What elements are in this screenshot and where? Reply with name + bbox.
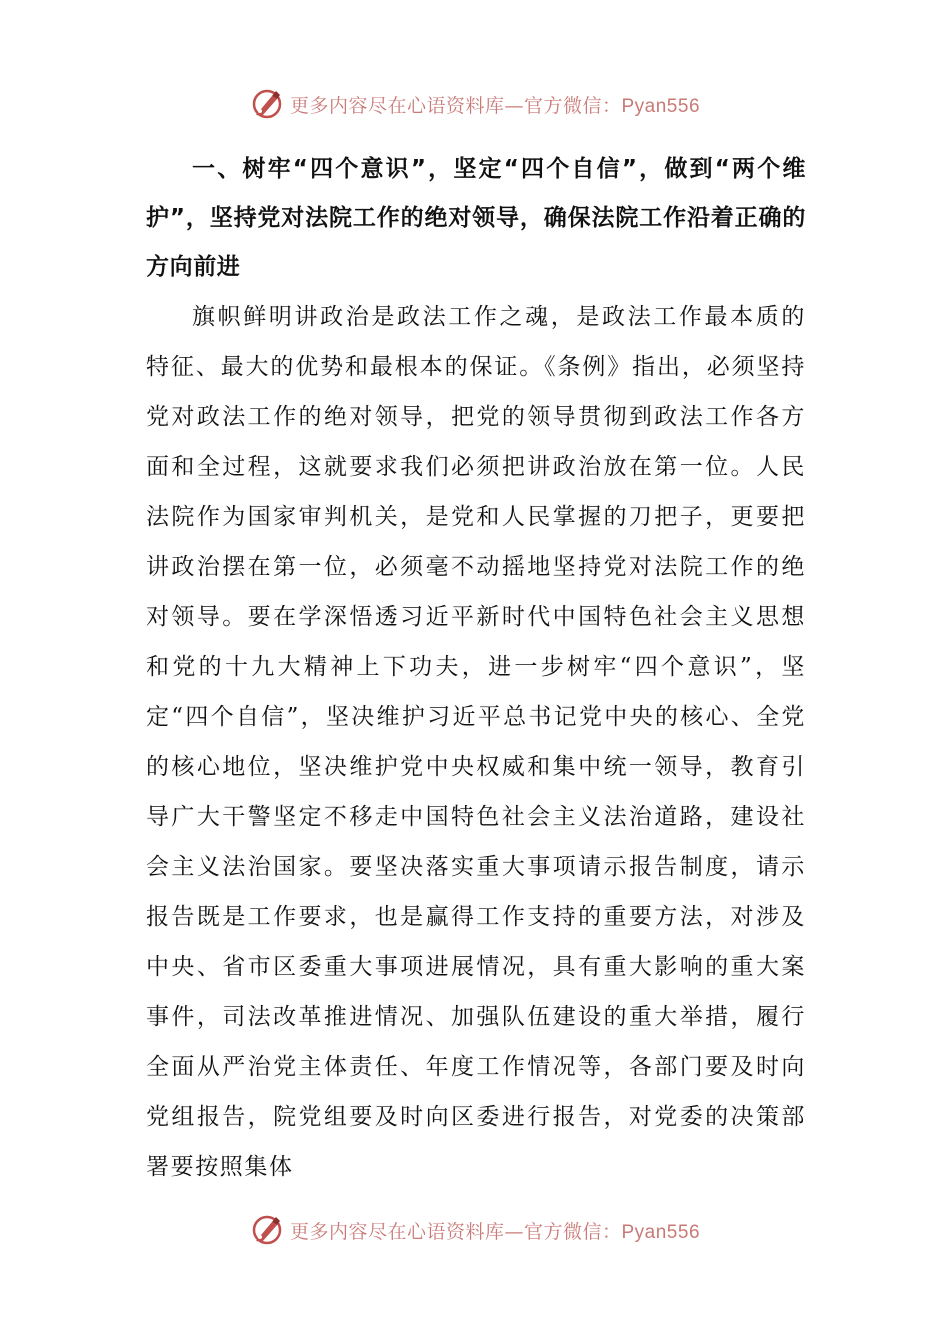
watermark-text: 更多内容尽在心语资料库—官方微信：Pyan556 — [289, 1220, 701, 1243]
pen-logo-icon — [250, 87, 284, 121]
section-heading: 一、树牢“四个意识”，坚定“四个自信”，做到“两个维护”，坚持党对法院工作的绝对领导，确保法院工作沿着正确的方向前进 — [146, 156, 806, 280]
document-body — [146, 145, 806, 1192]
pen-logo-icon — [250, 1213, 284, 1247]
watermark-handle: Pyan556 — [621, 95, 701, 117]
watermark-banner-bottom — [0, 1208, 950, 1252]
watermark-handle: Pyan556 — [621, 1221, 701, 1243]
watermark-banner-top — [0, 82, 950, 126]
body-paragraph: 旗帜鲜明讲政治是政法工作之魂，是政法工作最本质的特征、最大的优势和最根本的保证。《条例》指出，必须坚持党对政法工作的绝对领导，把党的领导贯彻到政法工作各方面和全过程，这就要求我们必须把讲政治放在第一位。人民法院作为国家审判机关，是党和人民掌握的刀把子，更要把讲政治摆在第一位，必须毫不动摇地坚持党对法院工作的绝对领导。要在学深悟透习近平新时代中国特色社会主义思想和党的十九大精神上下功夫，进一步树牢“四个意识”，坚定“四个自信”，坚决维护习近平总书记党中央的核心、全党的核心地位，坚决维护党中央权威和集中统一领导，教育引导广大干警坚定不移走中国特色社会主义法治道路，建设社会主义法治国家。要坚决落实重大事项请示报告制度，请示报告既是工作要求，也是赢得工作支持的重要方法，对涉及中央、省市区委重大事项进展情况，具有重大影响的重大案事件，司法改革推进情况、加强队伍建设的重大举措，履行全面从严治党主体责任、年度工作情况等，各部门要及时向党组报告，院党组要及时向区委进行报告，对党委的决策部署要按照集体 — [146, 304, 806, 1180]
watermark-text: 更多内容尽在心语资料库—官方微信：Pyan556 — [289, 94, 701, 117]
